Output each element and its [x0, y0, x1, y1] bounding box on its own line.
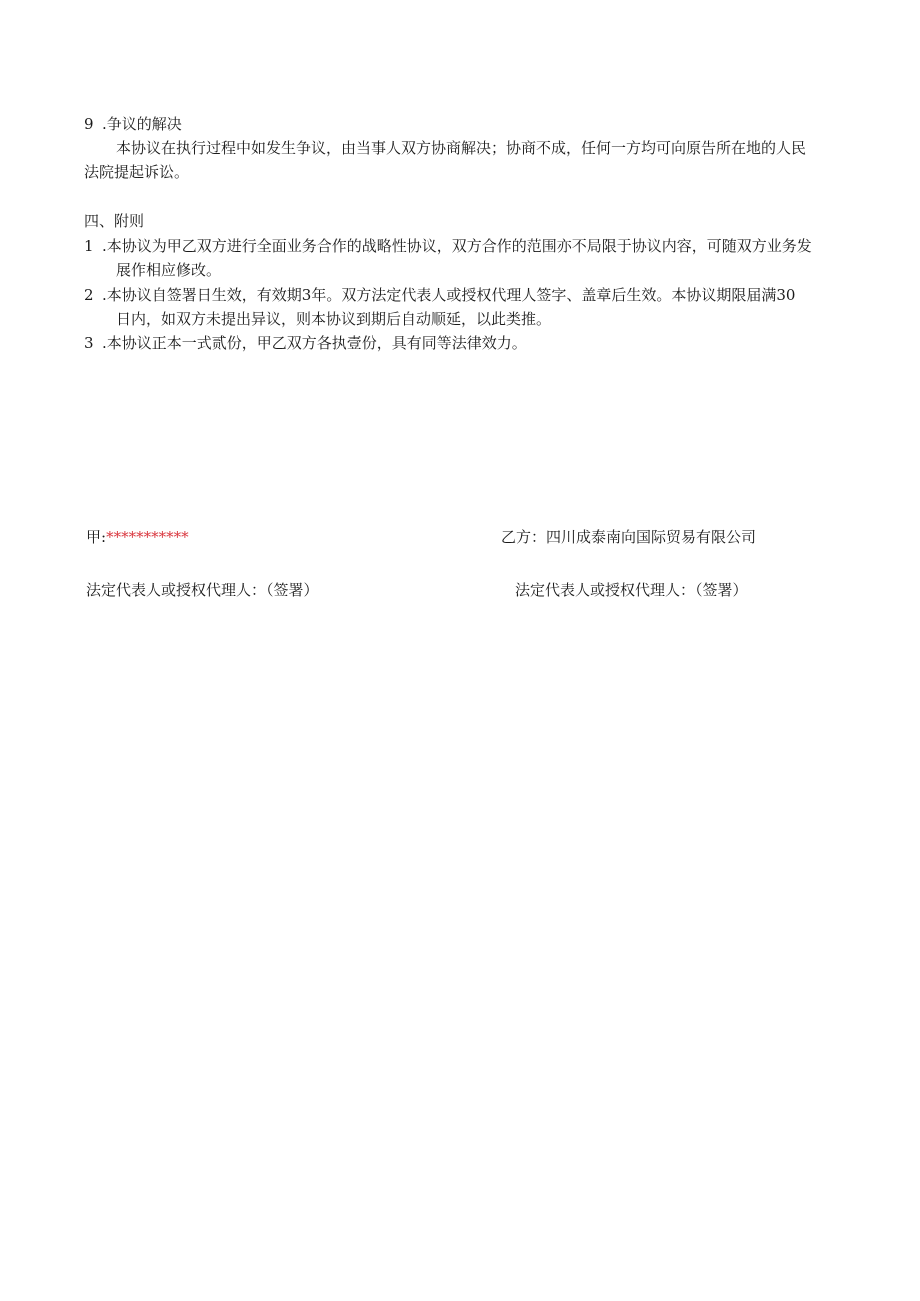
- party-a-line: [86, 526, 189, 548]
- section-9-number: 9: [84, 115, 94, 133]
- party-b-line: 乙方：四川成泰南向国际贸易有限公司: [501, 528, 757, 546]
- clause-2-text: .本协议自签署日生效，有效期3年。双方法定代表人或授权代理人签字、盖章后生效。本协议期限届满30: [102, 286, 796, 304]
- party-a-label: 甲:: [86, 528, 107, 546]
- clause-1-number: 1: [84, 237, 94, 255]
- party-a-redacted-name: ***********: [106, 528, 189, 546]
- party-a-representative: 法定代表人或授权代理人：（签署）: [86, 581, 319, 599]
- clause-1-line-2: 展作相应修改。: [116, 261, 222, 279]
- section-9-title: .争议的解决: [102, 115, 182, 133]
- clause-2-number: 2: [84, 286, 94, 304]
- section-9-heading: [84, 113, 182, 135]
- clause-3-text: .本协议正本一式贰份，甲乙双方各执壹份，具有同等法律效力。: [102, 334, 527, 352]
- section-9-paragraph-line-2: 法院提起诉讼。: [84, 163, 190, 181]
- clause-2-line-1: [84, 284, 795, 306]
- clause-3-line-1: [84, 332, 527, 354]
- clause-1-line-1: [84, 235, 812, 257]
- party-b-representative: 法定代表人或授权代理人：（签署）: [515, 581, 748, 599]
- clause-2-line-2: 日内，如双方未提出异议，则本协议到期后自动顺延，以此类推。: [116, 310, 552, 328]
- section-4-heading: 四、附则: [84, 212, 145, 230]
- clause-3-number: 3: [84, 334, 94, 352]
- section-9-paragraph-line-1: 本协议在执行过程中如发生争议，由当事人双方协商解决；协商不成，任何一方均可向原告所在地的人民: [116, 139, 807, 157]
- clause-1-text: .本协议为甲乙双方进行全面业务合作的战略性协议，双方合作的范围亦不局限于协议内容，可随双方业务发: [102, 237, 812, 255]
